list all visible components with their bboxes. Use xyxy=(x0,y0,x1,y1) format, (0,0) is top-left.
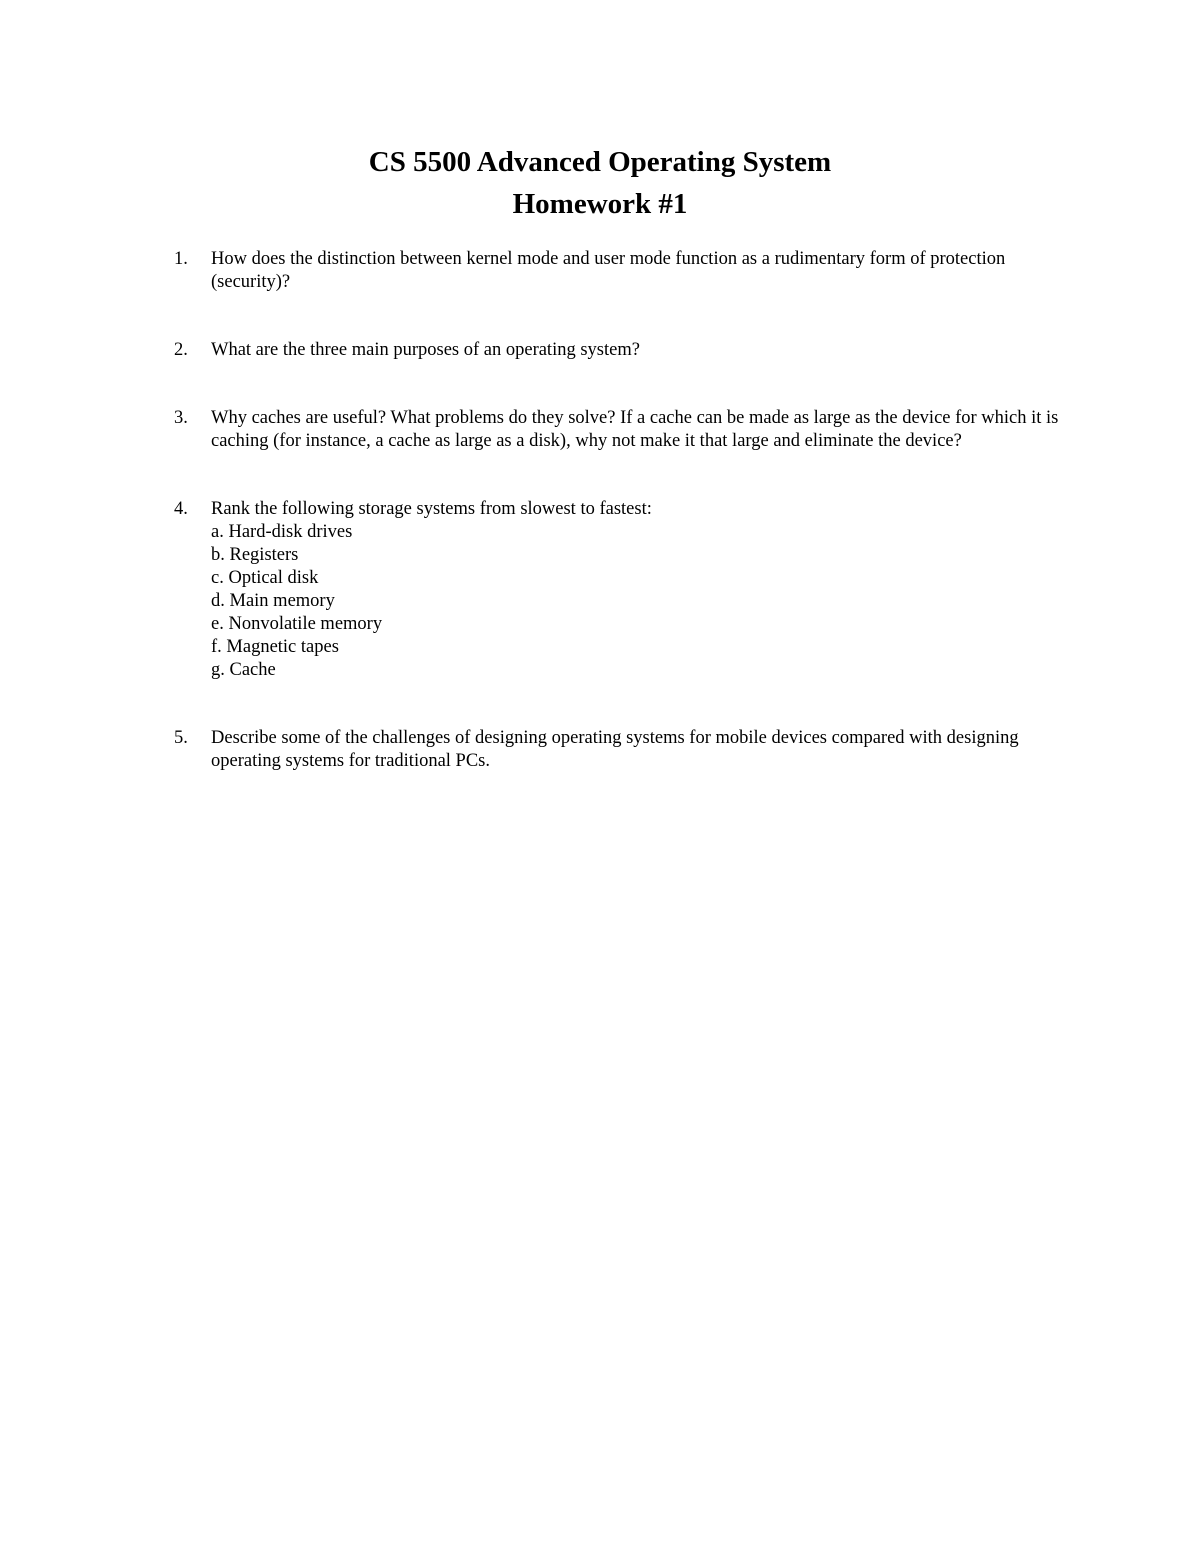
option-item: c. Optical disk xyxy=(211,568,319,588)
question-item xyxy=(174,248,1074,294)
document-title xyxy=(0,141,1200,225)
question-text: How does the distinction between kernel mode and user mode function as a rudimentary form of protection (security)? xyxy=(211,249,1006,292)
question-number: 4. xyxy=(174,499,188,519)
option-item: b. Registers xyxy=(211,545,299,565)
question-text: What are the three main purposes of an operating system? xyxy=(211,340,640,360)
question-number: 2. xyxy=(174,340,188,360)
option-item: a. Hard-disk drives xyxy=(211,522,353,542)
question-item xyxy=(174,407,1074,453)
question-number: 5. xyxy=(174,728,188,748)
question-item xyxy=(174,727,1074,773)
option-item: f. Magnetic tapes xyxy=(211,637,339,657)
question-number: 1. xyxy=(174,249,188,269)
option-item: e. Nonvolatile memory xyxy=(211,614,383,634)
question-item xyxy=(174,498,1074,682)
question-number: 3. xyxy=(174,408,188,428)
question-text: Describe some of the challenges of designing operating systems for mobile devices compared with designing operating systems for traditional PCs. xyxy=(211,728,1019,771)
question-text: Why caches are useful? What problems do they solve? If a cache can be made as large as the device for which it is caching (for instance, a cache as large as a disk), why not make it that large and eliminate the device? xyxy=(211,408,1059,451)
storage-options-list xyxy=(211,521,1074,682)
option-item: g. Cache xyxy=(211,660,276,680)
question-text: Rank the following storage systems from slowest to fastest: xyxy=(211,499,652,519)
question-list xyxy=(174,248,1074,773)
question-item xyxy=(174,339,1074,362)
homework-title: Homework #1 xyxy=(512,188,688,220)
option-item: d. Main memory xyxy=(211,591,335,611)
course-title: CS 5500 Advanced Operating System xyxy=(368,146,832,178)
